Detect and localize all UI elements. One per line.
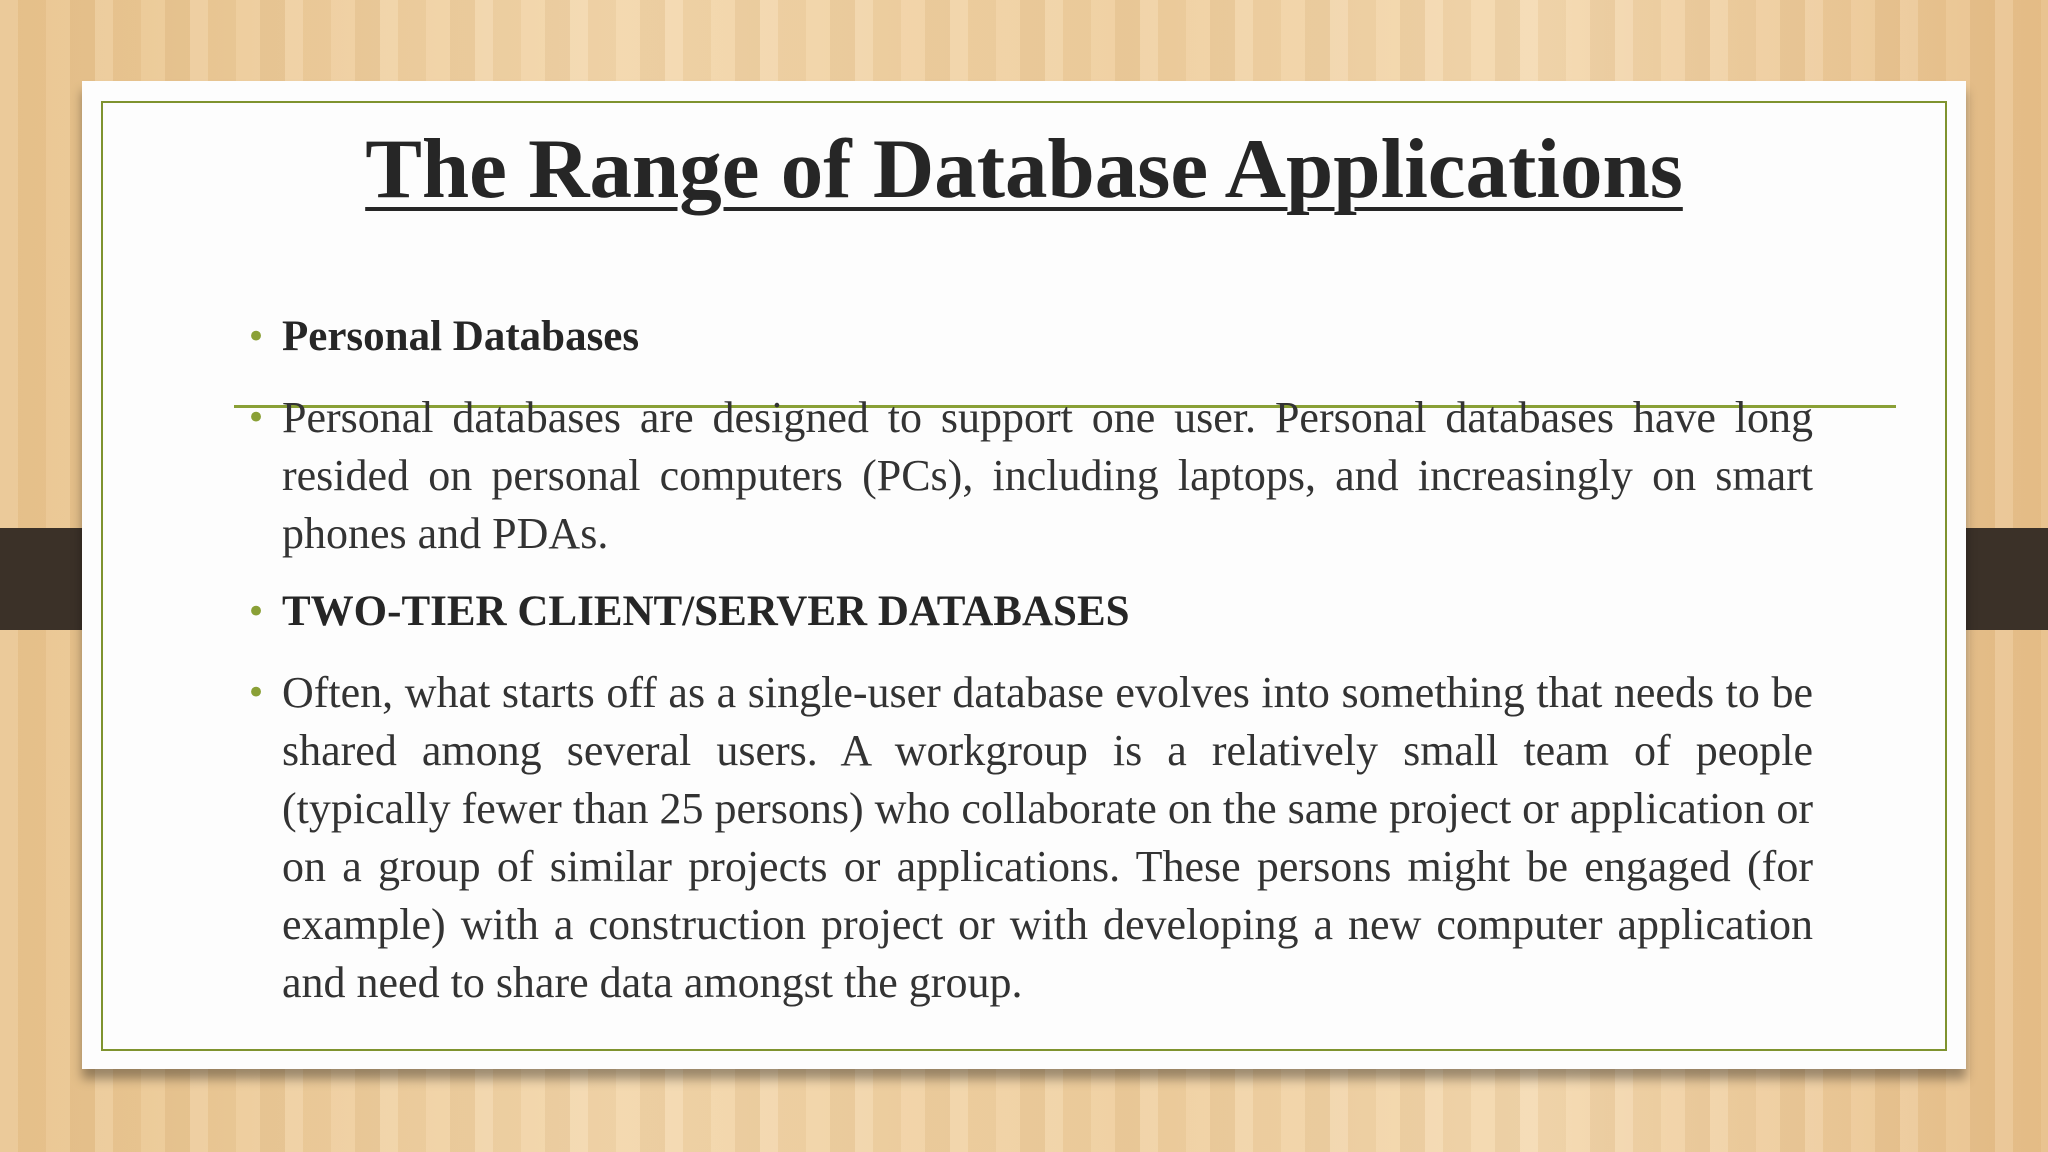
- bullet-body-text: Often, what starts off as a single-user database evolves into something that needs to be shared among several users. A workgroup is a relatively small team of people (typically fewer than 25 persons) who collaborate on the same project or application or on a group of similar projects or applications. These persons might be engaged (for example) with a construction project or with developing a new computer application and need to share data amongst the group.: [282, 668, 1813, 1007]
- slide: [82, 81, 1966, 1069]
- bullet-body-text: Personal databases are designed to support one user. Personal databases have long resided on personal computers (PCs), including laptops, and increasingly on smart phones and PDAs.: [282, 393, 1813, 558]
- bullet-dot-icon: •: [246, 592, 267, 632]
- bullet-dot-icon: •: [246, 317, 267, 357]
- slide-title: The Range of Database Applications: [365, 122, 1683, 216]
- bullet-item-personal-description: [246, 389, 1813, 563]
- bullet-heading: TWO-TIER CLIENT/SERVER DATABASES: [282, 588, 1130, 635]
- bullet-item-two-tier-description: [246, 664, 1813, 1012]
- bullet-item-two-tier: [246, 583, 1813, 641]
- bullet-dot-icon: •: [246, 398, 267, 438]
- bullet-heading: Personal Databases: [282, 313, 640, 360]
- bullet-dot-icon: •: [246, 673, 267, 713]
- bullet-item-personal-databases: [246, 308, 1813, 366]
